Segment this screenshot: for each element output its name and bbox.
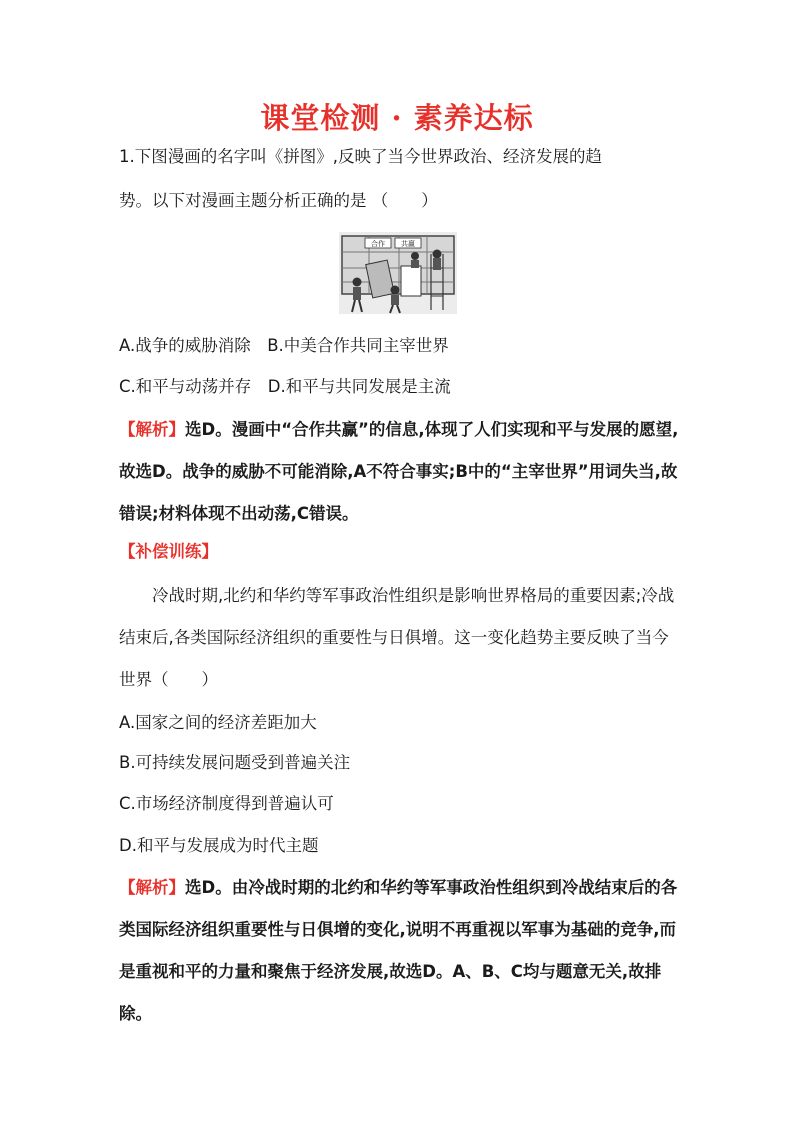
supplement-option-c: C.市场经济制度得到普遍认可 [119, 794, 334, 813]
analysis-tag: 【解析】 [119, 878, 185, 897]
supplement-tag: 【补偿训练】 [119, 542, 218, 561]
analysis-text: 选D。由冷战时期的北约和华约等军事政治性组织到冷战结束后的各类国际经济组织重要性与日俱增的变化,说明不再重视以军事为基础的竞争,而是重视和平的力量和聚焦于经济发展,故选D。A、B、C均与题意无关,故排除。 [119, 878, 678, 1023]
question-1-line-1: 1.下图漫画的名字叫《拼图》,反映了当今世界政治、经济发展的趋 [119, 147, 602, 166]
supplement-question: 冷战时期,北约和华约等军事政治性组织是影响世界格局的重要因素;冷战结束后,各类国际经济组织的重要性与日俱增。这一变化趋势主要反映了当今世界（ ） [119, 586, 675, 689]
puzzle-cartoon-image [339, 232, 457, 314]
question-1-options-a-b: A.战争的威胁消除 B.中美合作共同主宰世界 [119, 336, 449, 355]
question-1-analysis [119, 409, 679, 535]
cartoon-label-cooperation: 合作 [371, 240, 385, 248]
question-1-options-c-d: C.和平与动荡并存 D.和平与共同发展是主流 [119, 377, 451, 396]
supplement-analysis [119, 867, 679, 1035]
analysis-text: 选D。漫画中“合作共赢”的信息,体现了人们实现和平与发展的愿望,故选D。战争的威胁不可能消除,A不符合事实;B中的“主宰世界”用词失当,故错误;材料体现不出动荡,C错误。 [119, 420, 679, 523]
cartoon-label-win-win: 共赢 [401, 240, 415, 248]
supplement-option-a: A.国家之间的经济差距加大 [119, 713, 317, 732]
page-title: 课堂检测 · 素养达标 [260, 101, 534, 135]
analysis-tag: 【解析】 [119, 420, 185, 439]
supplement-option-b: B.可持续发展问题受到普遍关注 [119, 753, 351, 772]
supplement-option-d: D.和平与发展成为时代主题 [119, 836, 319, 855]
question-1-line-2: 势。以下对漫画主题分析正确的是 （ ） [119, 191, 438, 210]
